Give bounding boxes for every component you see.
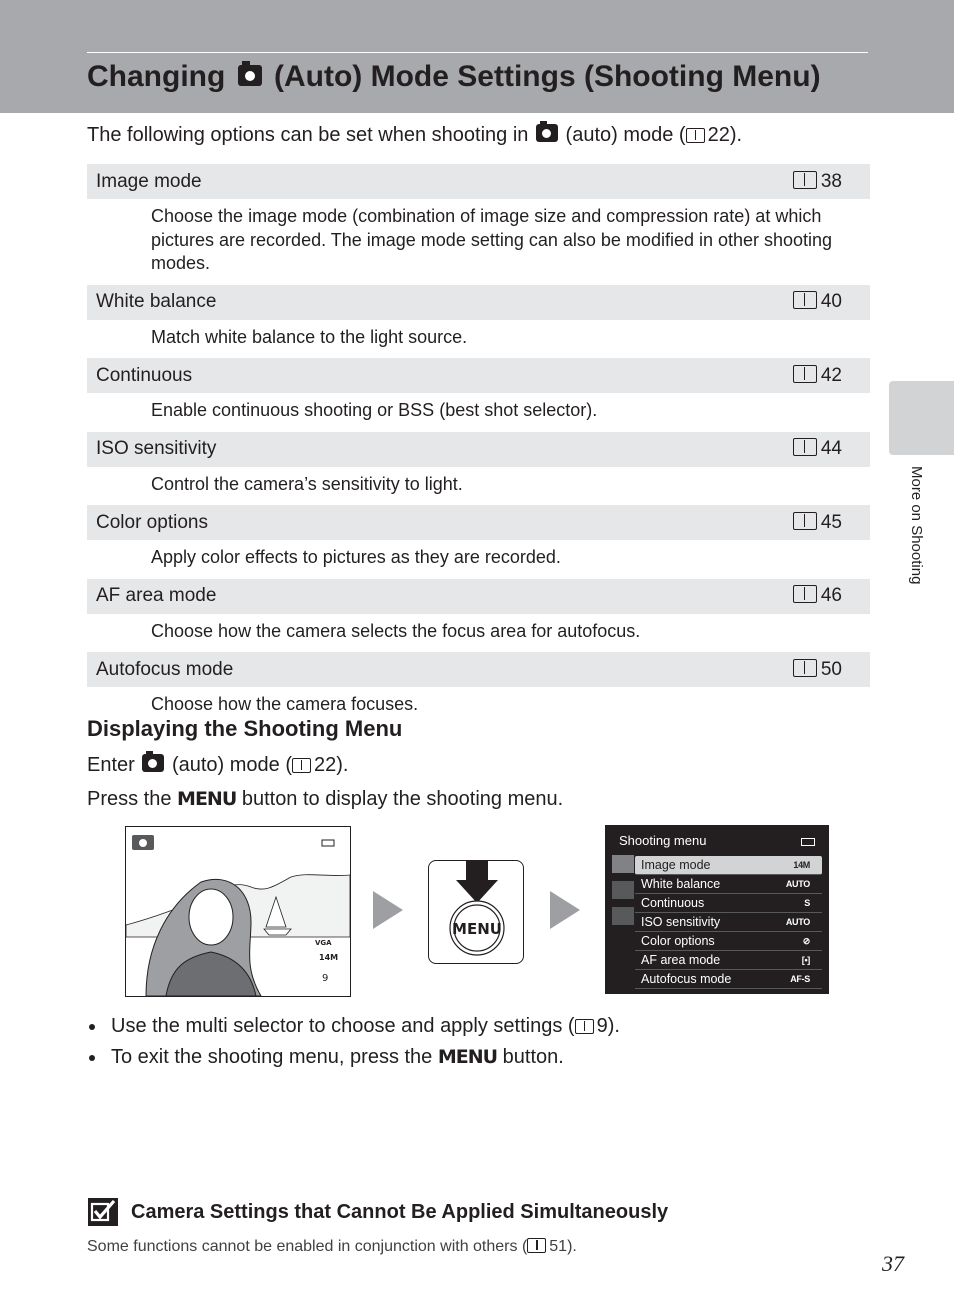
bullet-item: Use the multi selector to choose and apply settings ( 9). — [87, 1013, 620, 1044]
book-reference-icon — [793, 512, 817, 530]
step1-before: Enter — [87, 754, 135, 776]
option-description: Choose how the camera selects the focus area for autofocus. — [151, 620, 641, 641]
option-description: Choose the image mode (combination of image size and compression rate) at which pictures are recorded. The image mode setting can also be modified in other shooting modes. — [151, 206, 833, 273]
book-reference-icon — [793, 585, 817, 603]
screen-title: Shooting menu — [619, 833, 707, 848]
menu-item[interactable]: Autofocus mode AF-S — [635, 970, 822, 989]
option-row-continuous — [87, 358, 870, 393]
intro-page-ref[interactable]: 22 — [707, 124, 730, 146]
page-title — [87, 60, 821, 94]
setup-tab-icon[interactable] — [612, 907, 634, 925]
menu-button-glyph: MENU — [177, 788, 237, 810]
option-page-number[interactable]: 42 — [820, 364, 842, 386]
note-title: Camera Settings that Cannot Be Applied Simultaneously — [131, 1201, 669, 1223]
step2-after: button to display the shooting menu. — [241, 788, 564, 810]
menu-side-tabs — [612, 855, 634, 983]
title-after: (Auto) Mode Settings (Shooting Menu) — [274, 60, 821, 93]
header-rule — [87, 52, 868, 53]
step1-after: (auto) mode ( — [171, 754, 292, 776]
options-table — [87, 164, 870, 726]
book-reference-icon — [686, 128, 705, 143]
step-enter-auto — [87, 754, 348, 777]
option-page-number[interactable]: 50 — [820, 658, 842, 680]
menu-item[interactable]: White balance AUTO — [635, 875, 822, 894]
option-row-af-area-mode — [87, 579, 870, 614]
intro-before: The following options can be set when shooting in — [87, 124, 529, 146]
flow-arrow — [550, 891, 580, 929]
camera-icon — [536, 124, 558, 142]
person-face — [189, 889, 233, 945]
step1-close: ). — [336, 754, 349, 776]
book-reference-icon — [527, 1238, 546, 1253]
option-name: Continuous — [96, 364, 193, 386]
camera-tab-icon[interactable] — [612, 855, 634, 873]
battery-icon — [322, 840, 334, 846]
menu-item[interactable]: ISO sensitivity AUTO — [635, 913, 822, 932]
note-page-ref[interactable]: 51 — [549, 1238, 568, 1255]
option-page-number[interactable]: 45 — [820, 511, 842, 533]
menu-item[interactable]: Continuous S — [635, 894, 822, 913]
option-page-ref[interactable] — [793, 438, 842, 460]
book-reference-icon — [793, 291, 817, 309]
intro-close: ). — [729, 124, 743, 146]
intro-after: (auto) mode ( — [565, 124, 686, 146]
book-reference-icon — [793, 659, 817, 677]
option-page-number[interactable]: 40 — [820, 291, 842, 312]
option-page-ref[interactable] — [793, 291, 842, 313]
camera-lcd-illustration — [125, 826, 351, 997]
option-name: ISO sensitivity — [96, 438, 217, 459]
lcd-scene — [126, 827, 350, 996]
option-row-white-balance — [87, 285, 870, 320]
lcd-size-label: 14M — [319, 953, 339, 962]
menu-list — [635, 856, 822, 989]
option-row-autofocus-mode — [87, 652, 870, 687]
intro-text — [87, 124, 742, 147]
option-description: Enable continuous shooting or BSS (best shot selector). — [151, 400, 598, 420]
book-reference-icon — [292, 758, 311, 773]
book-reference-icon — [575, 1019, 594, 1034]
option-page-ref[interactable] — [793, 659, 842, 681]
option-description: Choose how the camera focuses. — [151, 694, 419, 714]
option-name: White balance — [96, 291, 217, 312]
option-page-number[interactable]: 44 — [820, 438, 842, 459]
menu-item[interactable]: AF area mode [•] — [635, 951, 822, 970]
note-text: Some functions cannot be enabled in conjunction with others ( 51). — [87, 1238, 577, 1255]
check-note-icon — [88, 1198, 118, 1226]
menu-item[interactable]: Image mode 14M — [635, 856, 822, 875]
option-page-number[interactable]: 46 — [820, 585, 842, 606]
title-before: Changing — [87, 60, 226, 93]
bullet-item: To exit the shooting menu, press the MENU button. — [87, 1044, 620, 1075]
option-page-ref[interactable] — [793, 585, 842, 607]
option-row-color-options — [87, 505, 870, 540]
option-name: Autofocus mode — [96, 658, 234, 680]
movie-tab-icon[interactable] — [612, 881, 634, 899]
lcd-quality-label: VGA — [315, 939, 332, 947]
bullet-page-ref[interactable]: 9 — [596, 1015, 608, 1037]
option-page-ref[interactable] — [793, 365, 842, 387]
menu-item[interactable]: Color options ⊘ — [635, 932, 822, 951]
option-name: AF area mode — [96, 585, 217, 606]
option-row-iso-sensitivity — [87, 432, 870, 467]
camera-icon — [238, 65, 262, 86]
step1-page-ref[interactable]: 22 — [314, 754, 337, 776]
chapter-tab-label: More on Shooting — [908, 466, 925, 585]
menu-button-graphic — [429, 861, 523, 963]
menu-button-glyph: MENU — [437, 1046, 498, 1068]
book-reference-icon — [793, 365, 817, 383]
option-name: Image mode — [96, 170, 202, 192]
press-arrow-icon — [456, 880, 498, 903]
bullet-list — [87, 1013, 620, 1075]
option-page-number[interactable]: 38 — [820, 170, 842, 192]
menu-button-illustration — [428, 860, 524, 964]
shooting-menu-screen — [605, 825, 829, 994]
step-press-menu — [87, 788, 563, 811]
flow-arrow — [373, 891, 403, 929]
option-description: Apply color effects to pictures as they are recorded. — [151, 547, 561, 567]
option-description: Match white balance to the light source. — [151, 326, 468, 347]
option-page-ref[interactable] — [793, 512, 842, 534]
menu-button-label: MENU — [452, 920, 502, 938]
book-reference-icon — [793, 438, 817, 456]
header-band — [0, 0, 954, 113]
page-number: 37 — [882, 1251, 904, 1276]
option-row-image-mode — [87, 164, 870, 199]
chapter-tab[interactable] — [889, 381, 954, 455]
section-title: Displaying the Shooting Menu — [87, 716, 403, 741]
option-name: Color options — [96, 511, 208, 533]
option-description: Control the camera’s sensitivity to light. — [151, 473, 463, 494]
step2-before: Press the — [87, 788, 172, 810]
camera-icon — [142, 754, 164, 772]
option-page-ref[interactable] — [793, 171, 842, 193]
lcd-exposure-count: 9 — [322, 973, 329, 984]
book-reference-icon — [793, 171, 817, 189]
battery-icon — [801, 838, 815, 846]
